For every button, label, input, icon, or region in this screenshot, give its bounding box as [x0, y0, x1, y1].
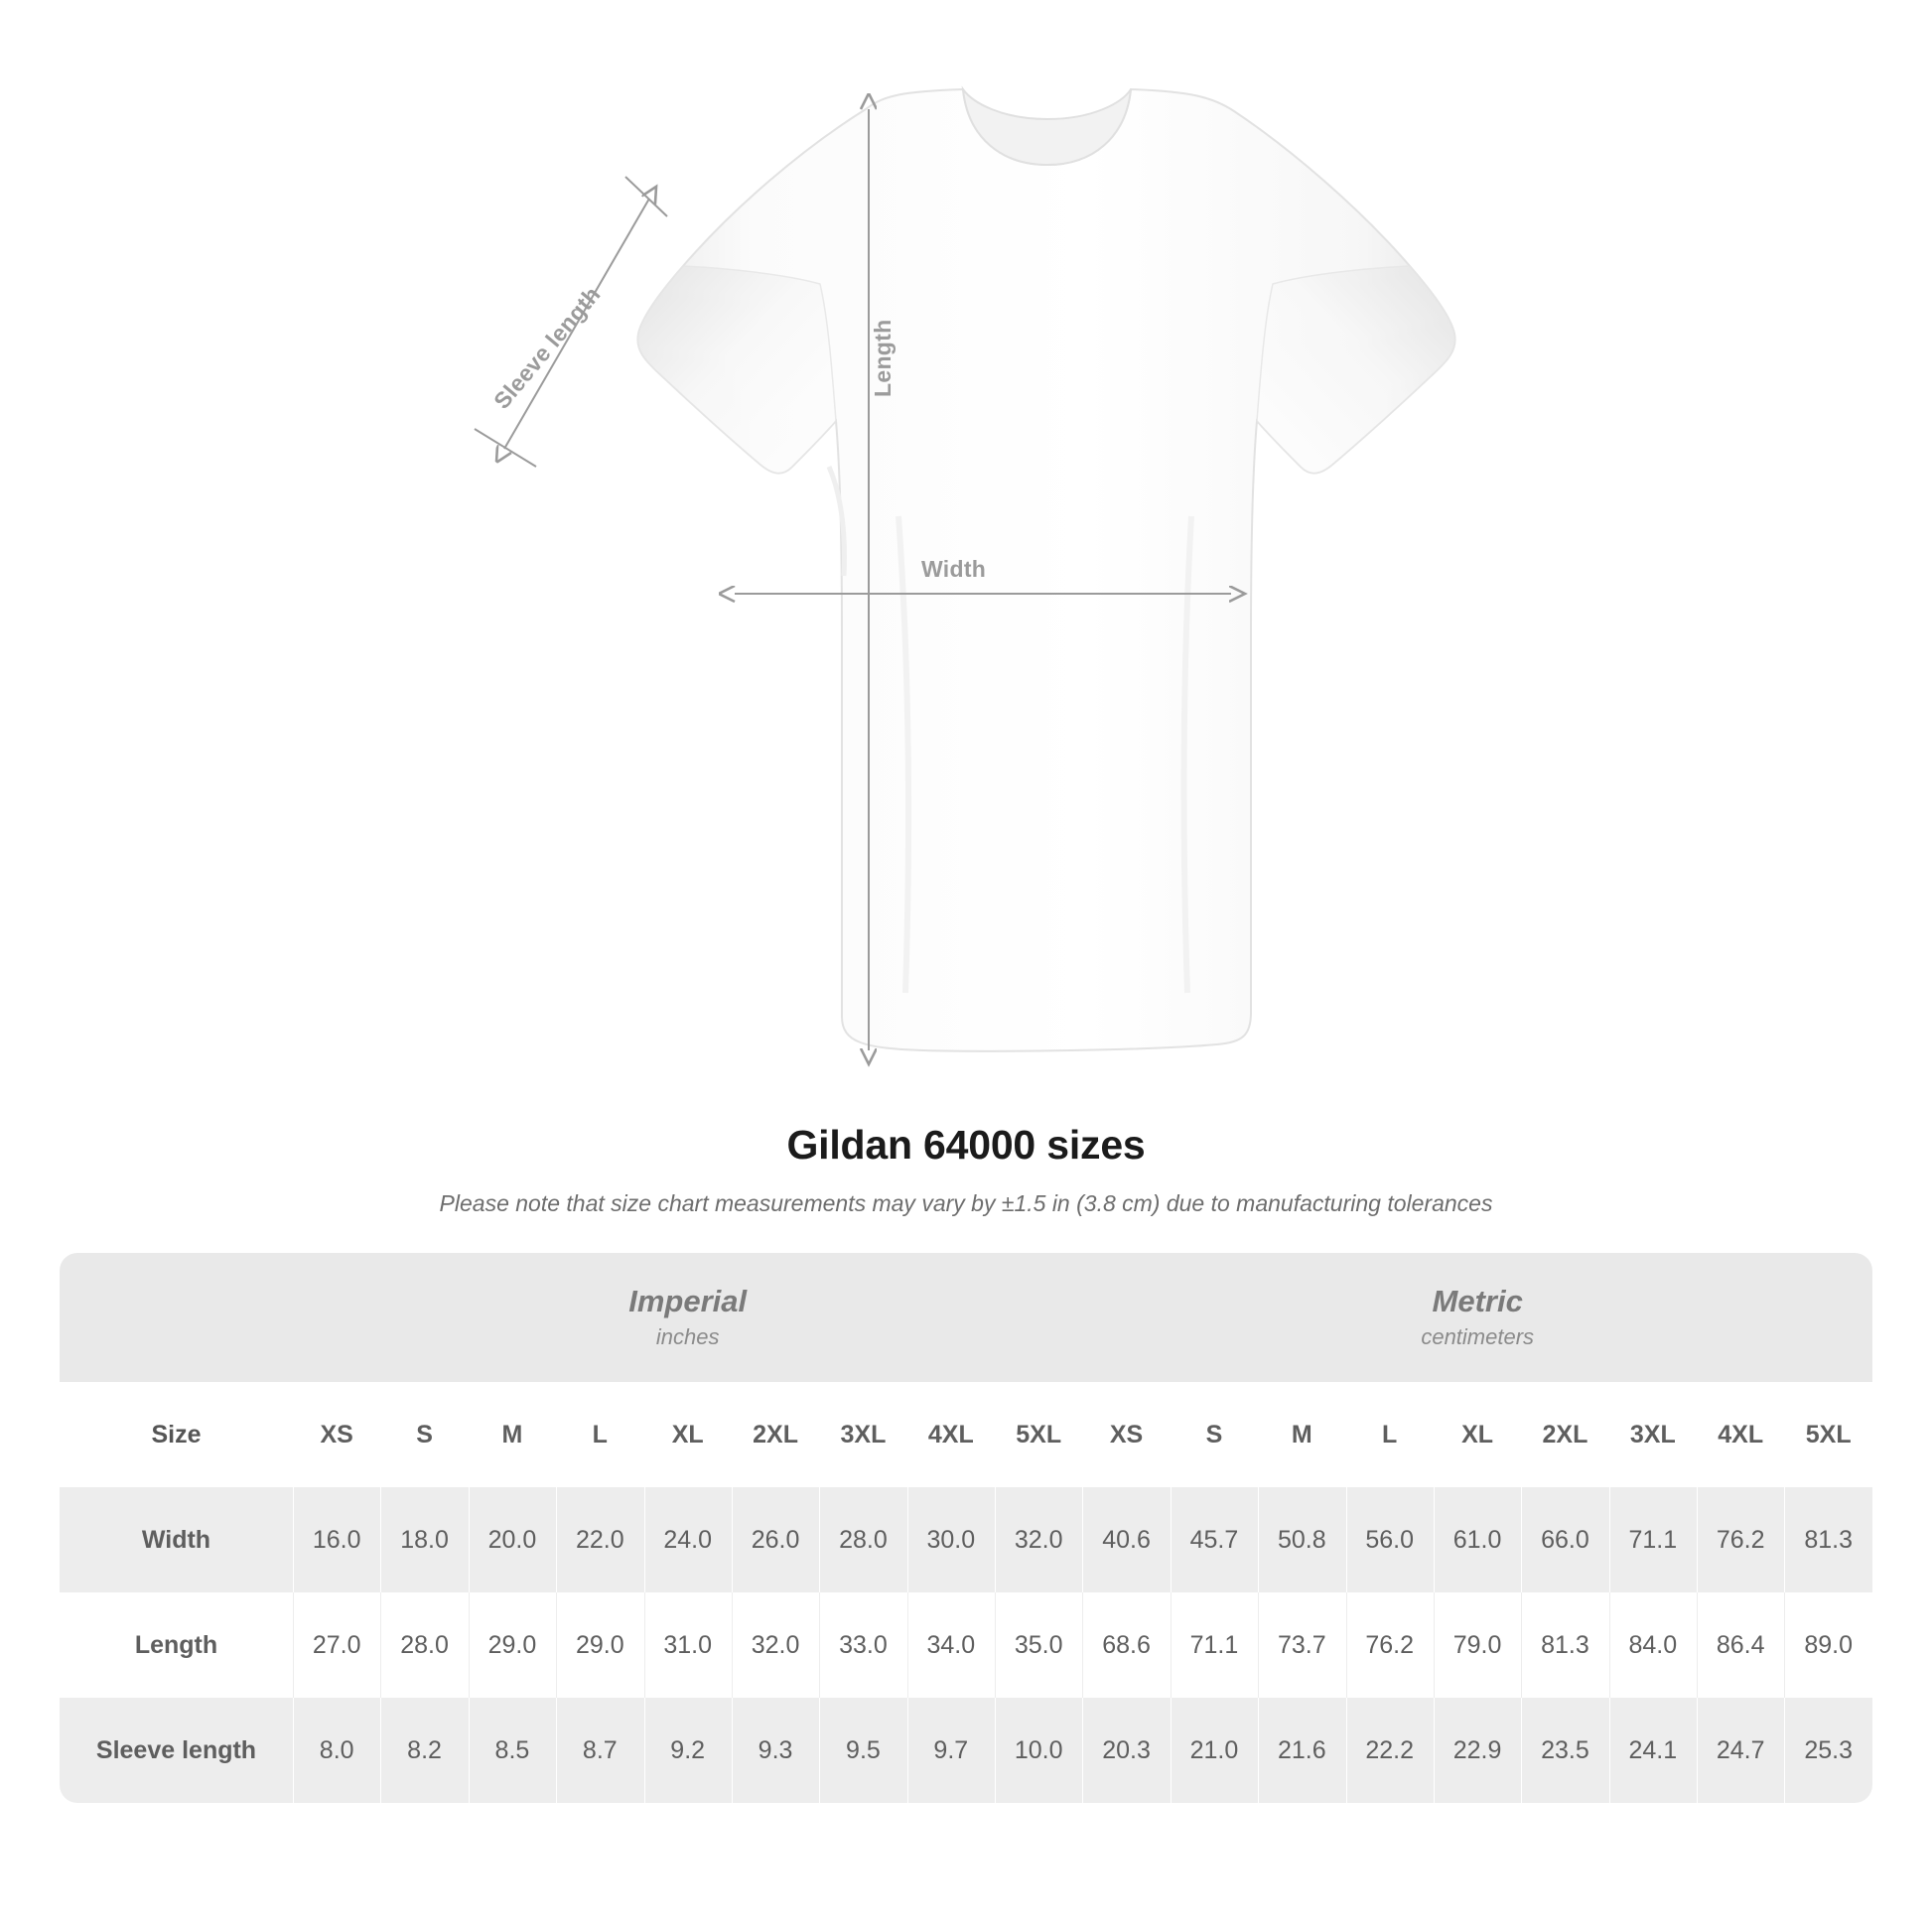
size-header-cell: 3XL [1609, 1382, 1697, 1487]
measurement-cell: 18.0 [380, 1487, 468, 1592]
sleeve-length-label: Sleeve length [488, 281, 606, 414]
measurement-cell: 71.1 [1171, 1592, 1258, 1698]
measurement-cell: 8.7 [556, 1698, 643, 1803]
measurement-cell: 23.5 [1521, 1698, 1608, 1803]
size-header-cell: 4XL [907, 1382, 995, 1487]
measurement-cell: 9.3 [732, 1698, 819, 1803]
measurement-cell: 22.9 [1434, 1698, 1521, 1803]
sleeve-tick-top [625, 177, 667, 216]
unit-group-name: Metric [1432, 1283, 1523, 1318]
size-header-cell: XL [1434, 1382, 1521, 1487]
size-header-cell: 5XL [1784, 1382, 1872, 1487]
size-header-cell: 5XL [995, 1382, 1082, 1487]
width-label: Width [921, 556, 987, 582]
length-label: Length [870, 319, 896, 397]
measurement-cell: 73.7 [1258, 1592, 1345, 1698]
measurement-cell: 8.2 [380, 1698, 468, 1803]
measurement-cell: 68.6 [1082, 1592, 1170, 1698]
measurement-cell: 27.0 [293, 1592, 380, 1698]
measurement-cell: 30.0 [907, 1487, 995, 1592]
unit-group-row [60, 1253, 1872, 1382]
measurement-cell: 24.7 [1697, 1698, 1784, 1803]
table-row [60, 1698, 1872, 1803]
measurement-cell: 24.0 [644, 1487, 732, 1592]
unit-group-subtitle: inches [655, 1324, 720, 1350]
measurement-row-label: Length [60, 1592, 293, 1698]
measurement-cell: 79.0 [1434, 1592, 1521, 1698]
unit-group-header [293, 1253, 1082, 1382]
size-header-cell: L [1346, 1382, 1434, 1487]
measurement-cell: 8.0 [293, 1698, 380, 1803]
tolerance-note: Please note that size chart measurements may vary by ±1.5 in (3.8 cm) due to manufacturing tolerances [439, 1190, 1493, 1216]
measurement-cell: 40.6 [1082, 1487, 1170, 1592]
size-header-cell: XS [1082, 1382, 1170, 1487]
measurement-cell: 28.0 [380, 1592, 468, 1698]
measurement-cell: 31.0 [644, 1592, 732, 1698]
unit-group-subtitle: centimeters [1421, 1324, 1535, 1350]
measurement-cell: 16.0 [293, 1487, 380, 1592]
measurement-cell: 10.0 [995, 1698, 1082, 1803]
measurement-cell: 22.2 [1346, 1698, 1434, 1803]
measurement-cell: 8.5 [469, 1698, 556, 1803]
size-header-row [60, 1382, 1872, 1487]
measurement-cell: 28.0 [819, 1487, 906, 1592]
sleeve-tick-bottom [475, 429, 536, 467]
size-header-cell: XS [293, 1382, 380, 1487]
measurement-cell: 84.0 [1609, 1592, 1697, 1698]
measurement-cell: 22.0 [556, 1487, 643, 1592]
measurement-cell: 32.0 [732, 1592, 819, 1698]
measurement-cell: 34.0 [907, 1592, 995, 1698]
size-header-cell: M [469, 1382, 556, 1487]
size-header-cell: 4XL [1697, 1382, 1784, 1487]
measurement-cell: 81.3 [1521, 1592, 1608, 1698]
size-header-cell: S [380, 1382, 468, 1487]
measurement-cell: 26.0 [732, 1487, 819, 1592]
measurement-cell: 56.0 [1346, 1487, 1434, 1592]
size-header-cell: XL [644, 1382, 732, 1487]
unit-group-header [1082, 1253, 1872, 1382]
size-header-cell: L [556, 1382, 643, 1487]
measurement-cell: 9.5 [819, 1698, 906, 1803]
measurement-cell: 29.0 [469, 1592, 556, 1698]
measurement-cell: 9.2 [644, 1698, 732, 1803]
unit-group-name: Imperial [628, 1283, 748, 1318]
size-header-cell: S [1171, 1382, 1258, 1487]
measurement-cell: 81.3 [1784, 1487, 1872, 1592]
size-header-cell: 3XL [819, 1382, 906, 1487]
measurement-cell: 86.4 [1697, 1592, 1784, 1698]
measurement-cell: 20.0 [469, 1487, 556, 1592]
size-header-cell: M [1258, 1382, 1345, 1487]
size-header-cell: 2XL [732, 1382, 819, 1487]
measurement-cell: 89.0 [1784, 1592, 1872, 1698]
tshirt-shape [637, 89, 1454, 1051]
size-table-wrapper [60, 1253, 1872, 1803]
measurement-cell: 32.0 [995, 1487, 1082, 1592]
measurement-cell: 24.1 [1609, 1698, 1697, 1803]
measurement-cell: 29.0 [556, 1592, 643, 1698]
measurement-cell: 71.1 [1609, 1487, 1697, 1592]
measurement-cell: 9.7 [907, 1698, 995, 1803]
measurement-cell: 76.2 [1697, 1487, 1784, 1592]
measurement-cell: 61.0 [1434, 1487, 1521, 1592]
measurement-cell: 21.0 [1171, 1698, 1258, 1803]
measurement-cell: 76.2 [1346, 1592, 1434, 1698]
size-header-label: Size [60, 1382, 293, 1487]
size-header-cell: 2XL [1521, 1382, 1608, 1487]
measurement-cell: 66.0 [1521, 1487, 1608, 1592]
page-title: Gildan 64000 sizes [786, 1122, 1146, 1168]
size-table [60, 1253, 1872, 1803]
table-corner-cell [60, 1253, 293, 1382]
measurement-cell: 25.3 [1784, 1698, 1872, 1803]
measurement-row-label: Sleeve length [60, 1698, 293, 1803]
measurement-cell: 20.3 [1082, 1698, 1170, 1803]
measurement-cell: 45.7 [1171, 1487, 1258, 1592]
measurement-cell: 50.8 [1258, 1487, 1345, 1592]
table-row [60, 1592, 1872, 1698]
table-row [60, 1487, 1872, 1592]
title-block [0, 1122, 1932, 1217]
measurement-cell: 21.6 [1258, 1698, 1345, 1803]
measurement-cell: 35.0 [995, 1592, 1082, 1698]
measurement-cell: 33.0 [819, 1592, 906, 1698]
measurement-row-label: Width [60, 1487, 293, 1592]
